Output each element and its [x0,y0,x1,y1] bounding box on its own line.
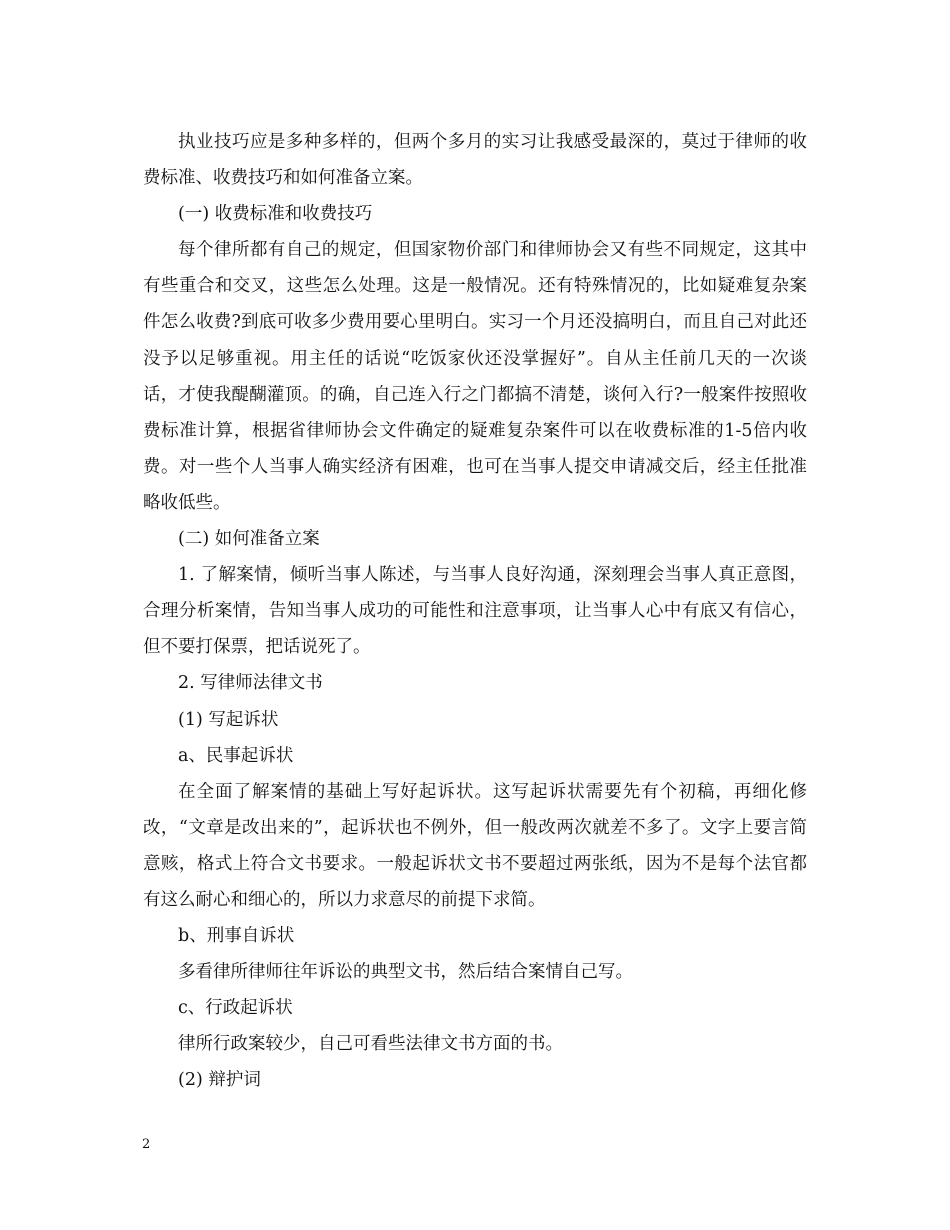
heading-criminal-complaint: b、刑事自诉状 [178,926,295,947]
heading-fee-standards: (一) 收费标准和收费技巧 [178,204,373,225]
heading-case-preparation: (二) 如何准备立案 [178,529,320,550]
paragraph-civil-complaint: 在全面了解案情的基础上写好起诉状。这写起诉状需要先有个初稿，再细化修改，“文章是改出来的”，起诉状也不例外，但一般改两次就差不多了。文字上要言简意赅，格式上符合文书要求。一般起诉状文书不要超过两张纸，因为不是每个法官都有这么耐心和细心的，所以力求意尽的前提下求简。 [143,781,807,910]
paragraph-intro: 执业技巧应是多种多样的，但两个多月的实习让我感受最深的，莫过于律师的收费标准、收费技巧和如何准备立案。 [143,132,807,189]
paragraph-administrative-complaint: 律所行政案较少，自己可看些法律文书方面的书。 [178,1034,563,1055]
page-number: 2 [142,1137,151,1152]
paragraph-fee-details: 每个律所都有自己的规定，但国家物价部门和律师协会又有些不同规定，这其中有些重合和交叉，这些怎么处理。这是一般情况。还有特殊情况的，比如疑难复杂案件怎么收费?到底可收多少费用要心里明白。实习一个月还没搞明白，而且自己对此还没予以足够重视。用主任的话说“吃饭家伙还没掌握好”。自从主任前几天的一次谈话，才使我醍醐灌顶。的确，自己连入行之门都搞不清楚，谈何入行?一般案件按照收费标准计算，根据省律师协会文件确定的疑难复杂案件可以在收费标准的1-5倍内收费。对一些个人当事人确实经济有困难，也可在当事人提交申请减交后，经主任批准略收低些。 [143,240,807,513]
heading-defense-statement: (2) 辩护词 [178,1070,261,1091]
heading-write-complaint: (1) 写起诉状 [178,709,279,730]
heading-administrative-complaint: c、行政起诉状 [178,998,293,1019]
paragraph-understand-case: 1. 了解案情，倾听当事人陈述，与当事人良好沟通，深刻理会当事人真正意图，合理分析案情，告知当事人成功的可能性和注意事项，让当事人心中有底又有信心，但不要打保票，把话说死了。 [143,565,807,658]
paragraph-criminal-complaint: 多看律所律师往年诉讼的典型文书，然后结合案情自己写。 [178,962,633,983]
document-body [143,124,807,1099]
heading-legal-documents: 2. 写律师法律文书 [178,673,323,694]
heading-civil-complaint: a、民事起诉状 [178,745,294,766]
